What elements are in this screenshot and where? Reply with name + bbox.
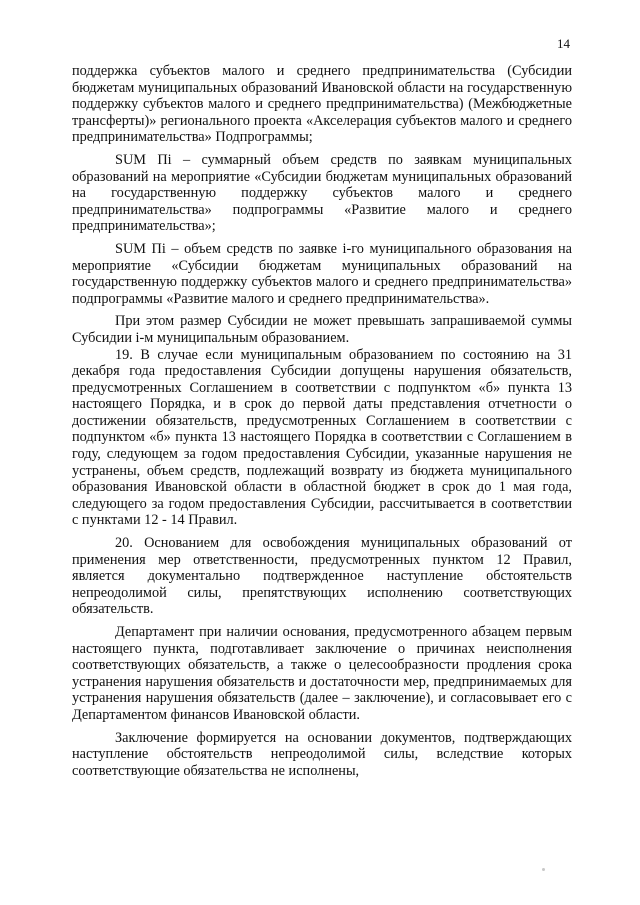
paragraph-clause-19: 19. В случае если муниципальным образованием по состоянию на 31 декабря года предоставления Субсидии допущены нарушения обязательств, предусмотренных Соглашением в соответствии с подпунктом «б» пункта 13 настоящего Порядка, и в срок до первой даты представления отчетности о достижении обязательств, предусмотренных Соглашением в соответствии с подпунктом «б» пункта 13 настоящего Порядка в соответствии с Соглашением в году, следующем за годом предоставления Субсидии, указанные нарушения не устранены, объем средств, подлежащий возврату из бюджета муниципального образования Ивановской области в областной бюджет в срок до 1 мая года, следующего за годом предоставления Субсидии, рассчитывается в соответствии с пунктами 12 - 14 Правил.	[72, 346, 572, 529]
paragraph-conclusion-basis: Заключение формируется на основании документов, подтверждающих наступление обстоятельств непреодолимой силы, вследствие которых соответствующие обязательства не исполнены,	[72, 729, 572, 779]
document-body	[72, 63, 572, 779]
page-number: 14	[557, 36, 570, 51]
paragraph-subsidy-continuation: поддержка субъектов малого и среднего предпринимательства (Субсидии бюджетам муниципальных образований Ивановской области на государственную поддержку субъектов малого и среднего предпринимательства) (Межбюджетные трансферты)» регионального проекта «Акселерация субъектов малого и среднего предпринимательства» Подпрограммы;	[72, 63, 572, 146]
paragraph-subsidy-limit: При этом размер Субсидии не может превышать запрашиваемой суммы Субсидии i-м муниципальным образованием.	[72, 313, 572, 346]
paragraph-sum-i-definition: SUM Пi – объем средств по заявке i-го муниципального образования на мероприятие «Субсидии бюджетам муниципальных образований на государственную поддержку субъектов малого и среднего предпринимательства» подпрограммы «Развитие малого и среднего предпринимательства».	[72, 240, 572, 307]
paragraph-sum-total-definition: SUM Пi – суммарный объем средств по заявкам муниципальных образований на мероприятие «Субсидии бюджетам муниципальных образований на государственную поддержку субъектов малого и среднего предпринимательства» подпрограммы «Развитие малого и среднего предпринимательства»;	[72, 151, 572, 235]
scan-speck	[542, 868, 545, 871]
paragraph-department-conclusion: Департамент при наличии основания, предусмотренного абзацем первым настоящего пункта, подготавливает заключение о причинах неисполнения соответствующих обязательств, а также о целесообразности продления срока устранения нарушения обязательств и достаточности мер, предпринимаемых для устранения нарушения обязательств (далее – заключение), и согласовывает его с Департаментом финансов Ивановской области.	[72, 624, 572, 723]
paragraph-clause-20: 20. Основанием для освобождения муниципальных образований от применения мер ответственности, предусмотренных пунктом 12 Правил, является документально подтвержденное наступление обстоятельств непреодолимой силы, препятствующих исполнению соответствующих обязательств.	[72, 535, 572, 618]
